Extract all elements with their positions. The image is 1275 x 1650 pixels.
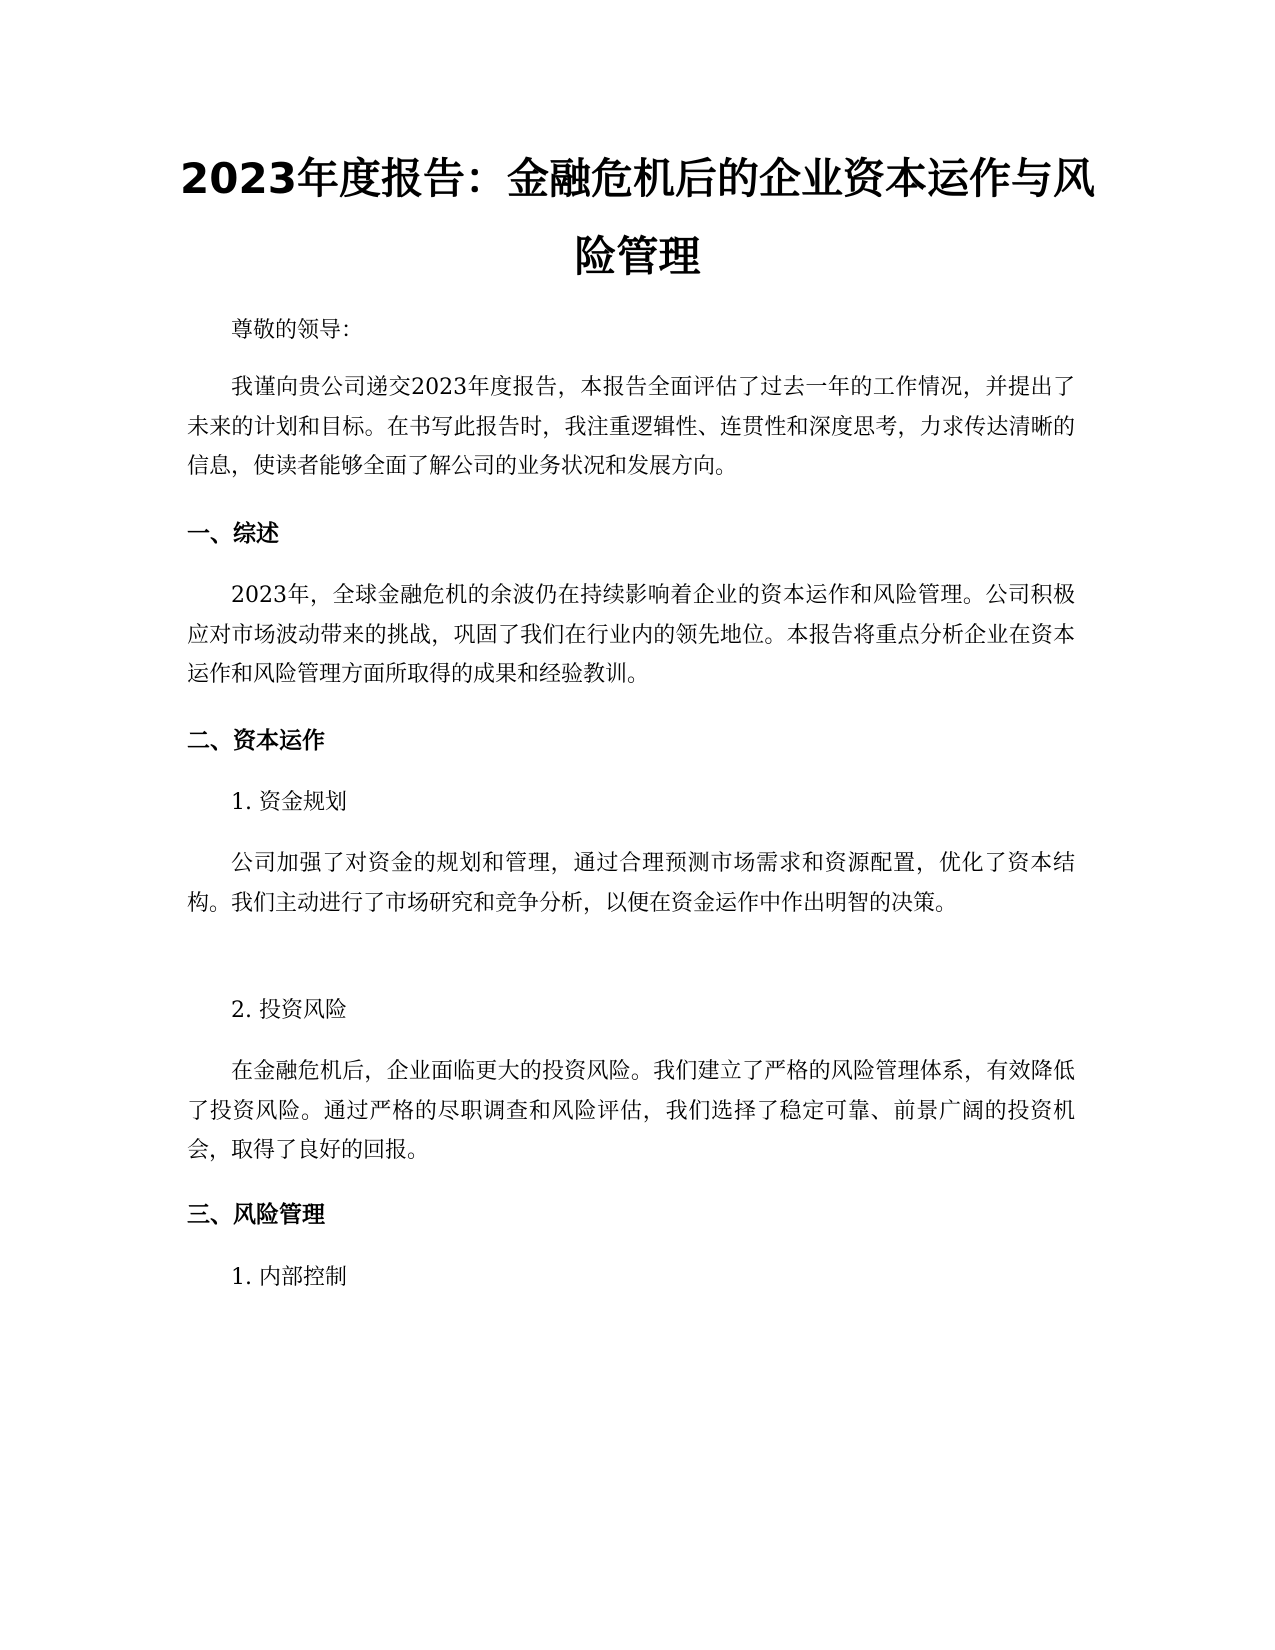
document-title: 2023年度报告：金融危机后的企业资本运作与风险管理 bbox=[180, 154, 1095, 281]
subitem-fund-planning: 1. 资金规划 bbox=[231, 790, 347, 815]
salutation: 尊敬的领导： bbox=[231, 318, 364, 343]
fund-planning-paragraph: 公司加强了对资金的规划和管理，通过合理预测市场需求和资源配置，优化了资本结构。我们主动进行了市场研究和竞争分析，以便在资金运作中作出明智的决策。 bbox=[187, 851, 1075, 916]
overview-paragraph: 2023年，全球金融危机的余波仍在持续影响着企业的资本运作和风险管理。公司积极应对市场波动带来的挑战，巩固了我们在行业内的领先地位。本报告将重点分析企业在资本运作和风险管理方面所取得的成果和经验教训。 bbox=[187, 583, 1075, 687]
section-heading-capital: 二、资本运作 bbox=[187, 728, 325, 754]
section-heading-overview: 一、综述 bbox=[187, 521, 279, 547]
investment-risk-paragraph: 在金融危机后，企业面临更大的投资风险。我们建立了严格的风险管理体系，有效降低了投资风险。通过严格的尽职调查和风险评估，我们选择了稳定可靠、前景广阔的投资机会，取得了良好的回报。 bbox=[187, 1059, 1075, 1163]
subitem-investment-risk: 2. 投资风险 bbox=[231, 998, 347, 1023]
section-heading-risk: 三、风险管理 bbox=[187, 1202, 325, 1228]
subitem-internal-control: 1. 内部控制 bbox=[231, 1265, 347, 1290]
intro-paragraph: 我谨向贵公司递交2023年度报告，本报告全面评估了过去一年的工作情况，并提出了未来的计划和目标。在书写此报告时，我注重逻辑性、连贯性和深度思考，力求传达清晰的信息，使读者能够全面了解公司的业务状况和发展方向。 bbox=[187, 375, 1075, 479]
